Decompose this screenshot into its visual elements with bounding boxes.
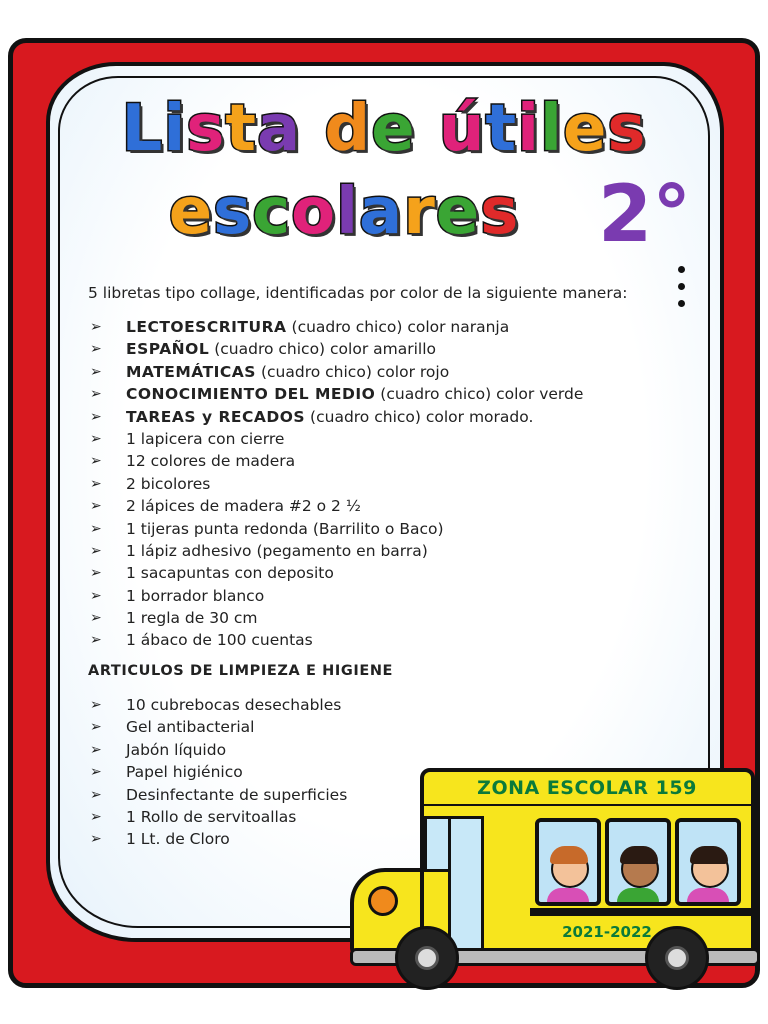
notebook-description: (cuadro chico) color morado. bbox=[310, 407, 534, 426]
title-letter: ú bbox=[438, 92, 486, 166]
title-letter: L bbox=[121, 92, 164, 166]
list-item bbox=[90, 540, 583, 562]
notebook-description: (cuadro chico) color verde bbox=[380, 385, 584, 404]
notebook-description: (cuadro chico) color naranja bbox=[291, 318, 510, 336]
title-letter: t bbox=[225, 92, 257, 166]
arrow-bullet-icon: ➢ bbox=[90, 319, 102, 335]
title-letter: a bbox=[359, 175, 404, 249]
arrow-bullet-icon: ➢ bbox=[90, 386, 102, 403]
decorative-dots bbox=[678, 266, 686, 317]
title-letter: s bbox=[186, 92, 226, 166]
list-item bbox=[90, 495, 583, 517]
arrow-bullet-icon: ➢ bbox=[90, 632, 102, 649]
title-letter: s bbox=[480, 175, 520, 249]
supply-text: 1 ábaco de 100 cuentas bbox=[126, 631, 313, 650]
bus-window-1 bbox=[535, 818, 601, 906]
hygiene-text: Jabón líquido bbox=[126, 740, 227, 759]
subject-name: TAREAS y RECADOS bbox=[126, 407, 306, 426]
title-letter bbox=[301, 92, 324, 166]
list-item bbox=[90, 828, 347, 850]
title-letter: s bbox=[607, 92, 647, 166]
list-item bbox=[90, 607, 583, 629]
title-letter: e bbox=[435, 175, 481, 249]
title-letter: a bbox=[256, 92, 302, 166]
title-letter: t bbox=[485, 92, 518, 166]
hygiene-heading: ARTICULOS DE LIMPIEZA E HIGIENE bbox=[88, 663, 394, 679]
title-letter: s bbox=[213, 175, 253, 249]
grade-label: 2° bbox=[598, 170, 692, 260]
supply-text: 1 lapicera con cierre bbox=[126, 429, 285, 448]
arrow-bullet-icon: ➢ bbox=[90, 808, 102, 825]
supply-text: 1 tijeras punta redonda (Barrilito o Baco) bbox=[126, 519, 444, 538]
list-item bbox=[90, 761, 347, 783]
arrow-bullet-icon: ➢ bbox=[90, 453, 102, 470]
arrow-bullet-icon: ➢ bbox=[90, 498, 102, 515]
school-bus-illustration bbox=[350, 768, 764, 993]
supply-text: 1 lápiz adhesivo (pegamento en barra) bbox=[126, 541, 428, 560]
subject-name: CONOCIMIENTO DEL MEDIO bbox=[126, 385, 376, 404]
list-item bbox=[90, 428, 583, 450]
arrow-bullet-icon: ➢ bbox=[90, 542, 102, 559]
supply-text: 2 lápices de madera #2 o 2 ½ bbox=[126, 497, 361, 516]
hygiene-text: Papel higiénico bbox=[126, 763, 243, 782]
list-item bbox=[90, 406, 583, 428]
intro-text: 5 libretas tipo collage, identificadas por color de la siguiente manera: bbox=[88, 284, 628, 302]
list-item bbox=[90, 518, 583, 540]
title-letter: o bbox=[291, 175, 337, 249]
hygiene-text: Desinfectante de superficies bbox=[126, 785, 348, 804]
list-item bbox=[90, 338, 583, 360]
list-item bbox=[90, 739, 347, 761]
arrow-bullet-icon: ➢ bbox=[90, 363, 102, 380]
arrow-bullet-icon: ➢ bbox=[90, 565, 102, 582]
list-item bbox=[90, 450, 583, 472]
title-letter: d bbox=[324, 92, 372, 166]
subject-name: MATEMÁTICAS bbox=[126, 362, 256, 381]
title-letter: l bbox=[540, 92, 563, 166]
arrow-bullet-icon: ➢ bbox=[90, 408, 102, 425]
arrow-bullet-icon: ➢ bbox=[90, 520, 102, 537]
title-line-1 bbox=[0, 92, 768, 166]
title-letter: i bbox=[163, 92, 187, 166]
hygiene-text: 10 cubrebocas desechables bbox=[126, 696, 342, 714]
list-item bbox=[90, 784, 347, 806]
bus-window-3 bbox=[675, 818, 741, 906]
title-letter: e bbox=[168, 175, 214, 249]
child-girl-icon bbox=[551, 850, 589, 888]
bus-sign: ZONA ESCOLAR 159 bbox=[477, 777, 697, 799]
arrow-bullet-icon: ➢ bbox=[90, 475, 102, 492]
supply-text: 2 bicolores bbox=[126, 474, 211, 493]
child-girl-icon-2 bbox=[691, 850, 729, 888]
title-letter: c bbox=[252, 175, 292, 249]
subject-name: ESPAÑOL bbox=[126, 340, 210, 359]
headlight-icon bbox=[368, 886, 398, 916]
arrow-bullet-icon: ➢ bbox=[90, 831, 102, 848]
supply-list bbox=[90, 316, 583, 652]
supply-text: 1 regla de 30 cm bbox=[126, 609, 258, 628]
arrow-bullet-icon: ➢ bbox=[90, 587, 102, 604]
supply-text: 12 colores de madera bbox=[126, 452, 296, 471]
arrow-bullet-icon: ➢ bbox=[90, 741, 102, 758]
subject-name: LECTOESCRITURA bbox=[126, 318, 287, 336]
hygiene-text: Gel antibacterial bbox=[126, 718, 255, 737]
supply-text: 1 sacapuntas con deposito bbox=[126, 564, 334, 583]
title-letter: e bbox=[371, 92, 416, 166]
child-boy-icon bbox=[621, 850, 659, 888]
title-letter: l bbox=[336, 175, 360, 249]
bus-door bbox=[448, 816, 484, 952]
list-item bbox=[90, 562, 583, 584]
list-item bbox=[90, 806, 347, 828]
list-item bbox=[90, 629, 583, 651]
title-letter bbox=[416, 92, 439, 166]
list-item bbox=[90, 694, 347, 716]
arrow-bullet-icon: ➢ bbox=[90, 764, 102, 781]
list-item bbox=[90, 316, 583, 338]
list-item bbox=[90, 473, 583, 495]
list-item bbox=[90, 383, 583, 405]
hygiene-list bbox=[90, 694, 347, 851]
arrow-bullet-icon: ➢ bbox=[90, 719, 102, 736]
list-item bbox=[90, 716, 347, 738]
list-item bbox=[90, 585, 583, 607]
arrow-bullet-icon: ➢ bbox=[90, 430, 102, 447]
bus-year: 2021-2022 bbox=[562, 923, 652, 941]
notebook-description: (cuadro chico) color amarillo bbox=[214, 340, 436, 359]
bus-stripe bbox=[530, 908, 752, 916]
arrow-bullet-icon: ➢ bbox=[90, 341, 102, 358]
arrow-bullet-icon: ➢ bbox=[90, 610, 102, 627]
hygiene-text: 1 Rollo de servitoallas bbox=[126, 807, 297, 826]
wheel-icon-front bbox=[395, 926, 459, 990]
arrow-bullet-icon: ➢ bbox=[90, 786, 102, 803]
bus-window-2 bbox=[605, 818, 671, 906]
arrow-bullet-icon: ➢ bbox=[90, 697, 102, 713]
list-item bbox=[90, 361, 583, 383]
notebook-description: (cuadro chico) color rojo bbox=[260, 362, 450, 381]
title-letter: r bbox=[403, 175, 436, 249]
supply-text: 1 borrador blanco bbox=[126, 586, 265, 605]
wheel-icon-rear bbox=[645, 926, 709, 990]
title-letter: e bbox=[562, 92, 608, 166]
hygiene-text: 1 Lt. de Cloro bbox=[126, 830, 230, 849]
title-letter: i bbox=[517, 92, 541, 166]
